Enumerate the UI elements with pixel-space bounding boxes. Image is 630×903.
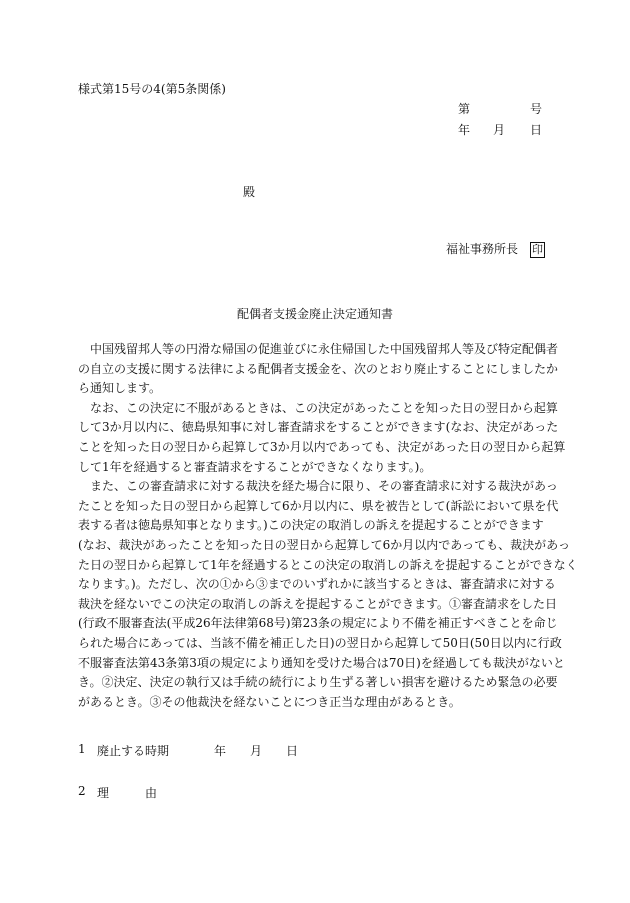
issuer-title: 福祉事務所長 [446,242,519,256]
form-number: 様式第15号の4(第5条関係) [78,82,226,96]
item-month: 月 [250,744,263,758]
document-title: 配偶者支援金廃止決定通知書 [236,307,393,321]
seal-stamp: 印 [532,243,544,256]
item-number: 2 [78,784,86,798]
item-year: 年 [214,744,227,758]
addressee-honorific: 殿 [243,185,256,199]
item-day: 日 [286,744,299,758]
body-line: たことを知った日の翌日から起算して6か月以内に、県を被告として(訴訟において県を代 [78,498,559,513]
body-line: の自立の支援に関する法律による配偶者支援金を、次のとおり廃止することにしましたか [78,361,559,376]
body-text [78,340,578,712]
item-label: 廃止する時期 [97,744,170,758]
body-line: なります。)。ただし、次の①から③までのいずれかに該当するときは、審査請求に対する [78,577,556,592]
body-line: ら通知します。 [78,381,162,396]
doc-number-suffix: 号 [530,102,543,116]
body-line: して1年を経過すると審査請求をすることができなくなります。)。 [78,459,432,474]
issuer [446,240,545,258]
body-line: なお、この決定に不服があるときは、この決定があったことを知った日の翌日から起算 [78,400,558,415]
date-month: 月 [493,123,506,137]
body-line: があるとき。③その他裁決を経ないことにつき正当な理由があるとき。 [78,694,461,709]
body-line: して3か月以内に、徳島県知事に対し審査請求をすることができます(なお、決定があった [78,420,559,435]
doc-number-prefix: 第 [458,102,471,116]
body-line: た日の翌日から起算して1年を経過するとこの決定の取消しの訴えを提起することができなく [78,557,578,572]
body-line: (行政不服審査法(平成26年法律第68号)第23条の規定により不備を補正すべきことを命じ [78,616,558,631]
item-number: 1 [78,742,86,756]
body-line: ことを知った日の翌日から起算して3か月以内であっても、決定があった日の翌日から起算 [78,439,566,454]
item-label-part2: 由 [145,786,158,800]
date-day: 日 [530,123,543,137]
body-line: 表する者は徳島県知事となります。)この決定の取消しの訴えを提起することができます [78,518,544,533]
item-label-part1: 理 [97,786,110,800]
body-line: また、この審査請求に対する裁決を経た場合に限り、その審査請求に対する裁決があっ [78,479,558,494]
body-line: (なお、裁決があったことを知った日の翌日から起算して6か月以内であっても、裁決があっ [78,537,570,552]
body-line: 中国残留邦人等の円滑な帰国の促進並びに永住帰国した中国残留邦人等及び特定配偶者 [78,342,559,356]
body-line: き。②決定、決定の執行又は手続の続行により生ずる著しい損害を避けるため緊急の必要 [78,675,558,690]
body-line: 裁決を経ないでこの決定の取消しの訴えを提起することができます。①審査請求をした日 [78,596,558,611]
date-year: 年 [458,123,471,137]
body-line: られた場合にあっては、当該不備を補正した日)の翌日から起算して50日(50日以内に行政 [78,635,562,650]
body-line: 不服審査法第43条第3項の規定により通知を受けた場合は70日)を経過しても裁決がないと [78,655,565,670]
